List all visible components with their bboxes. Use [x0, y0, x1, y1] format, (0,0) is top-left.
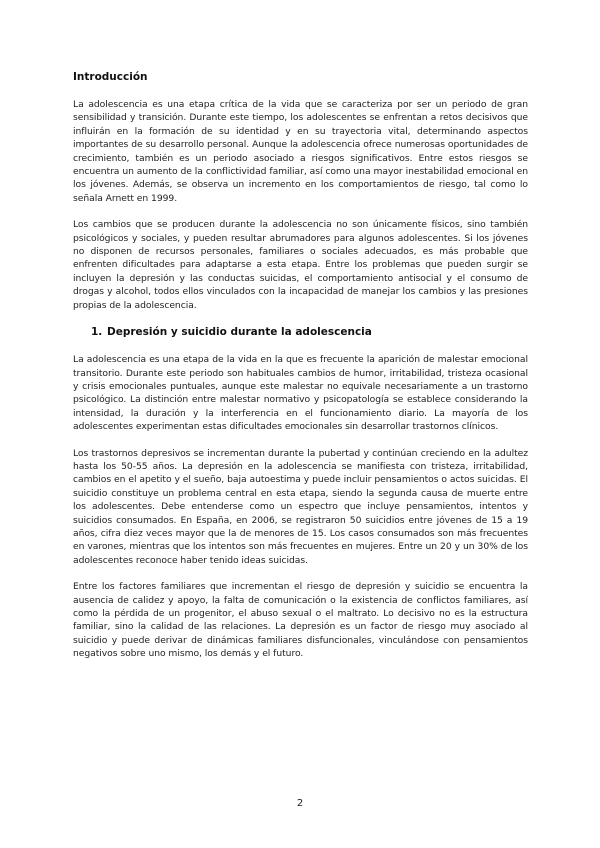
section-1-paragraph-1: La adolescencia es una etapa de la vida en la que es frecuente la aparición de malestar emocional transitorio. Durante este periodo son habituales cambios de humor, irritabilidad, tristeza ocasional y crisis emocionales puntuales, aunque este malestar no equivale necesariamente a un trastorno psicológico. La distinción entre malestar normativo y psicopatología se establece considerando la intensidad, la duración y la interferencia en el funcionamiento diario. La mayoría de los adolescentes experimentan estas dificultades emocionales sin desarrollar trastornos clínicos. — [73, 354, 528, 433]
section-1-paragraph-3: Entre los factores familiares que incrementan el riesgo de depresión y suicidio se encuentra la ausencia de calidez y apoyo, la falta de comunicación o la existencia de conflictos familiares, así como la pérdida de un progenitor, el abuso sexual o el maltrato. Lo decisivo no es la estructura familiar, sino la calidad de las relaciones. La depresión es un factor de riesgo muy asociado al suicidio y puede derivar de dinámicas familiares disfuncionales, vinculándose con pensamientos negativos sobre uno mismo, los demás y el futuro. — [73, 581, 528, 660]
intro-paragraph-2: Los cambios que se producen durante la adolescencia no son únicamente físicos, sino también psicológicos y sociales, y pueden resultar abrumadores para algunos adolescentes. Si los jóvenes no disponen de recursos personales, familiares o sociales adecuados, es más probable que enfrenten dificultades para adaptarse a esta etapa. Entre los problemas que pueden surgir se incluyen la depresión y las conductas suicidas, el comportamiento antisocial y el consumo de drogas y alcohol, todos ellos vinculados con la incapacidad de manejar los cambios y las presiones propias de la adolescencia. — [73, 219, 528, 311]
page-number: 2 — [296, 798, 304, 809]
document-page — [73, 70, 528, 674]
section-1-paragraph-2: Los trastornos depresivos se incrementan durante la pubertad y continúan creciendo en la adultez hasta los 50-55 años. La depresión en la adolescencia se manifiesta con tristeza, irritabilidad, cambios en el apetito y el sueño, baja autoestima y puede incluir pensamientos o actos suicidas. El suicidio constituye un problema central en esta etapa, siendo la segunda causa de muerte entre los adolescentes. Debe entenderse como un espectro que incluye pensamientos, intentos y suicidios consumados. En España, en 2006, se registraron 50 suicidios entre jóvenes de 15 a 19 años, cifra diez veces mayor que la de menores de 15. Los casos consumados son más frecuentes en varones, mientras que los intentos son más frecuentes en mujeres. Entre un 20 y un 30% de los adolescentes reconoce haber tenido ideas suicidas. — [73, 447, 528, 566]
intro-paragraph-1: La adolescencia es una etapa crítica de la vida que se caracteriza por ser un periodo de gran sensibilidad y transición. Durante este tiempo, los adolescentes se enfrentan a retos decisivos que influirán en la formación de su identidad y en su trayectoria vital, determinando aspectos importantes de su desarrollo personal. Aunque la adolescencia ofrece numerosas oportunidades de crecimiento, también es un periodo asociado a riesgos significativos. Entre estos riesgos se encuentra un aumento de la conflictividad familiar, así como una mayor inestabilidad emocional en los jóvenes. Además, se observa un incremento en los comportamientos de riesgo, tal como lo señala Arnett en 1999. — [73, 99, 528, 204]
section-1-number: 1. — [91, 326, 103, 339]
intro-heading: Introducción — [73, 71, 148, 83]
section-1-title: Depresión y suicidio durante la adolescencia — [107, 326, 372, 339]
section-1-heading — [73, 325, 528, 339]
